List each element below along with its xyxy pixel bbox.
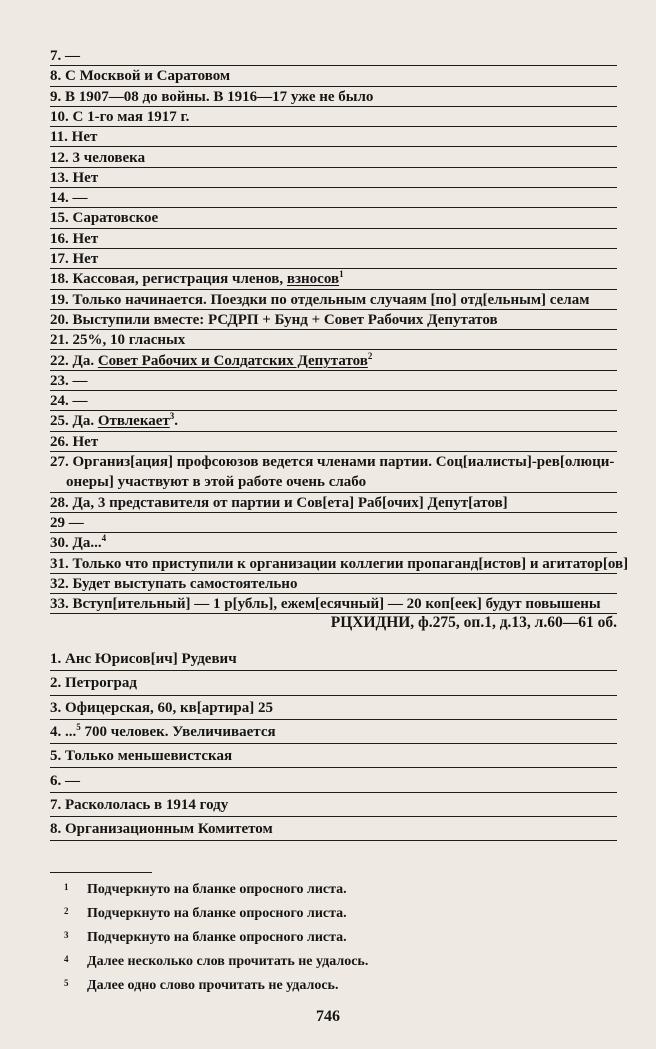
answer-row [50,594,617,614]
footnote [64,905,347,923]
answer-text: 20. Выступили вместе: РСДРП + Бунд + Совет Рабочих Депутатов [50,311,498,328]
answer-line [50,351,617,371]
footnote [64,953,368,971]
footnote-ref: 1 [339,269,344,280]
answer-row [50,371,617,391]
page-number: 746 [316,1008,340,1025]
answer-line [50,188,617,208]
answer-row [50,188,617,208]
answer-text: 12. 3 человека [50,149,146,166]
answer-line [50,148,617,168]
footnote-text: Подчеркнуто на бланке опросного листа. [87,882,347,897]
footnote-text: Далее одно слово прочитать не удалось. [87,978,339,993]
answer-text: онеры] участвуют в этой работе очень слабо [66,474,367,491]
answer-line [50,647,617,671]
answer-line [50,744,617,768]
answer-row [50,127,617,147]
answer-text: 7. — [50,48,80,64]
answer-text: 1. Анс Юрисов[ич] Рудевич [50,651,237,667]
answer-row [50,493,617,513]
answer-text: 26. Нет [50,433,99,450]
answer-line [50,229,617,249]
answer-text: 28. Да, 3 представителя от партии и Сов[ета] Раб[очих] Депут[атов] [50,494,508,511]
footnote-number: 3 [64,930,69,940]
answer-line [50,769,617,793]
answer-text: 33. Вступ[ительный] — 1 р[убль], ежем[есячный] — 20 коп[еек] будут повышены [50,596,601,613]
answer-text: 10. С 1-го мая 1917 г. [50,108,190,125]
footnote-text: Подчеркнуто на бланке опросного листа. [87,930,347,945]
answer-line [50,432,617,452]
footnote-text: Далее несколько слов прочитать не удалось. [87,954,369,969]
answer-text: 23. — [50,372,88,389]
archive-source-citation: РЦХИДНИ, ф.275, оп.1, д.13, л.60—61 об. [330,614,617,631]
answer-line [50,513,617,533]
footnote-number: 5 [64,978,69,988]
answer-line [50,472,617,492]
answer-row [50,513,617,533]
footnote [64,977,338,995]
footnote-text: Подчеркнуто на бланке опросного листа. [87,906,347,921]
answer-row [50,310,617,330]
answer-line [50,411,617,431]
answer-line [50,493,617,513]
answer-line [50,87,617,107]
answer-row [50,452,617,493]
answer-row [50,432,617,452]
answer-row [50,391,617,411]
underlined-text: взносов [286,271,340,288]
answer-row [50,533,617,553]
answer-row [50,148,617,168]
answer-row [50,720,617,744]
answer-row [50,290,617,310]
answer-row [50,647,617,671]
answer-text: 8. Организационным Комитетом [50,821,273,838]
answer-line [50,574,617,594]
answer-row [50,351,617,371]
answer-line [50,249,617,269]
answer-row [50,66,617,86]
answer-row [50,168,617,188]
footnote-ref: 2 [367,350,373,361]
answer-text: 32. Будет выступать самостоятельно [50,575,298,592]
answer-text: 5. Только меньшевистская [50,748,233,765]
answer-row [50,554,629,574]
answer-row [50,269,617,289]
answer-row [50,208,617,228]
answer-line [50,533,617,553]
answer-line [50,168,617,188]
answer-text: 24. — [50,393,88,410]
answer-text: 9. В 1907—08 до войны. В 1916—17 уже не было [50,88,374,105]
footnote-number: 4 [64,954,69,964]
answer-row [50,574,617,594]
answer-line [50,46,617,66]
answer-line [50,793,617,817]
answer-text: 13. Нет [50,169,99,186]
answer-text: 2. Петроград [50,675,137,692]
footnote-number: 1 [64,882,69,892]
answer-line [50,554,629,574]
answer-line [50,391,617,411]
answer-row [50,249,617,269]
answer-line [50,452,617,472]
answer-line [50,594,617,614]
answer-text: 8. С Москвой и Саратовом [50,68,231,85]
answer-line [50,720,617,744]
answer-line [50,671,617,695]
answer-row [50,793,617,817]
answer-row [50,229,617,249]
answer-text: 7. Раскололась в 1914 году [50,796,229,813]
answer-text: 27. Организ[ация] профсоюзов ведется членами партии. Соц[иалисты]-рев[олюци- [50,454,615,470]
underlined-text: Совет Рабочих и Солдатских Депутатов [97,352,368,369]
answer-line [50,107,617,127]
answer-text: 11. Нет [50,129,98,146]
answer-row [50,107,617,127]
answer-text: 6. — [50,772,80,789]
footnote-ref: 4 [101,533,107,544]
answer-line [50,208,617,228]
answer-text: 16. Нет [50,230,99,247]
answer-line [50,66,617,86]
answer-line [50,269,617,289]
answer-row [50,411,617,431]
answer-row [50,46,617,66]
answer-text: 19. Только начинается. Поездки по отдельным случаям [по] отд[ельным] селам [50,291,590,308]
answer-text: 700 человек. Увеличивается [80,723,276,740]
footnote-number: 2 [64,906,69,916]
answer-line [50,127,617,147]
answer-row [50,817,617,841]
answer-line [50,817,617,841]
answer-text: 29 — [50,514,84,531]
answer-text: 14. — [50,190,88,207]
answer-text: 30. Да... [50,535,102,552]
answer-line [50,290,617,310]
answer-line [50,330,617,350]
answer-text: 3. Офицерская, 60, кв[артира] 25 [50,699,274,716]
answer-line [50,371,617,391]
answer-row [50,696,617,720]
answer-text: 4. ... [50,723,77,740]
footnote-ref: 5 [76,721,81,732]
footnote [64,929,347,947]
answer-text: . [174,413,179,430]
underlined-text: Отвлекает [97,413,170,430]
answer-text: 22. Да. [50,352,98,369]
answer-line [50,696,617,720]
footnote-divider [50,872,152,873]
answer-row [50,671,617,695]
footnote [64,881,347,899]
answer-row [50,87,617,107]
answer-line [50,310,617,330]
answer-text: 21. 25%, 10 гласных [50,332,186,349]
answer-row [50,744,617,768]
answer-row [50,769,617,793]
answer-text: 18. Кассовая, регистрация членов, [50,271,287,288]
answer-text: 25. Да. [50,413,98,430]
answer-text: 15. Саратовское [50,210,159,227]
answer-text: 17. Нет [50,251,99,267]
answer-text: 31. Только что приступили к организации коллегии пропаганд[истов] и агитатор[ов] [50,555,629,572]
footnote-ref: 3 [169,411,175,422]
answer-row [50,330,617,350]
